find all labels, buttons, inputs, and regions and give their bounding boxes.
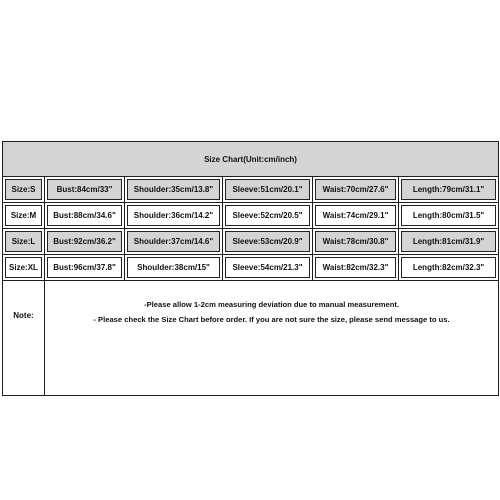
chart-title: Size Chart(Unit:cm/inch) [3,142,499,177]
size-cell: Size:XL [5,257,42,278]
sleeve-cell: Sleeve:53cm/20.9" [225,231,310,252]
note-text [45,281,499,396]
sleeve-cell: Sleeve:52cm/20.5" [225,205,310,226]
title-row [3,142,499,177]
bust-cell: Bust:84cm/33" [47,179,122,200]
bust-cell: Bust:92cm/36.2" [47,231,122,252]
shoulder-cell: Shoulder:38cm/15" [127,257,220,278]
size-cell: Size:S [5,179,42,200]
size-chart-table [2,141,499,396]
note-line: - Please check the Size Chart before order. If you are not sure the size, please send message to us. [93,315,450,324]
waist-cell: Waist:78cm/30.8" [315,231,396,252]
length-cell: Length:79cm/31.1" [401,179,496,200]
waist-cell: Waist:82cm/32.3" [315,257,396,278]
length-cell: Length:82cm/32.3" [401,257,496,278]
note-row [3,281,499,396]
shoulder-cell: Shoulder:36cm/14.2" [127,205,220,226]
table-row [3,255,499,281]
table-row [3,203,499,229]
waist-cell: Waist:74cm/29.1" [315,205,396,226]
sleeve-cell: Sleeve:54cm/21.3" [225,257,310,278]
size-cell: Size:L [5,231,42,252]
length-cell: Length:80cm/31.5" [401,205,496,226]
shoulder-cell: Shoulder:37cm/14.6" [127,231,220,252]
size-cell: Size:M [5,205,42,226]
bust-cell: Bust:88cm/34.6" [47,205,122,226]
bust-cell: Bust:96cm/37.8" [47,257,122,278]
note-line: -Please allow 1-2cm measuring deviation due to manual measurement. [144,300,399,309]
note-label: Note: [3,281,45,396]
shoulder-cell: Shoulder:35cm/13.8" [127,179,220,200]
table-row [3,177,499,203]
waist-cell: Waist:70cm/27.6" [315,179,396,200]
table-row [3,229,499,255]
sleeve-cell: Sleeve:51cm/20.1" [225,179,310,200]
length-cell: Length:81cm/31.9" [401,231,496,252]
